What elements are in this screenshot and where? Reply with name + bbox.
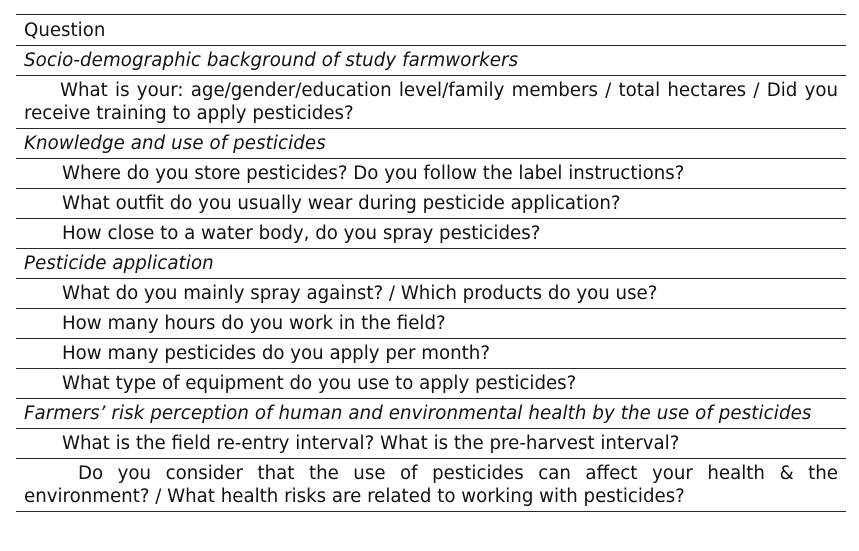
section-pesticide-application: Pesticide application (16, 249, 846, 279)
question-row: What outfit do you usually wear during pesticide application? (16, 189, 846, 219)
section-socio-demographic: Socio-demographic background of study farmworkers (16, 46, 846, 76)
section-knowledge-use: Knowledge and use of pesticides (16, 129, 846, 159)
question-row: What is your: age/gender/education level/family members / total hectares / Did you receive training to apply pesticides? (16, 76, 846, 129)
question-row: Do you consider that the use of pesticides can affect your health & the environment? / What health risks are related to working with pesticides? (16, 459, 846, 512)
question-row: How many pesticides do you apply per month? (16, 339, 846, 369)
table-header: Question (16, 15, 846, 46)
question-row: Where do you store pesticides? Do you follow the label instructions? (16, 159, 846, 189)
question-row: How close to a water body, do you spray pesticides? (16, 219, 846, 249)
section-risk-perception: Farmers’ risk perception of human and environmental health by the use of pesticides (16, 399, 846, 429)
question-row: What type of equipment do you use to apply pesticides? (16, 369, 846, 399)
question-row: What is the field re-entry interval? What is the pre-harvest interval? (16, 429, 846, 459)
questionnaire-table (16, 14, 846, 512)
question-row: What do you mainly spray against? / Which products do you use? (16, 279, 846, 309)
question-row: How many hours do you work in the field? (16, 309, 846, 339)
